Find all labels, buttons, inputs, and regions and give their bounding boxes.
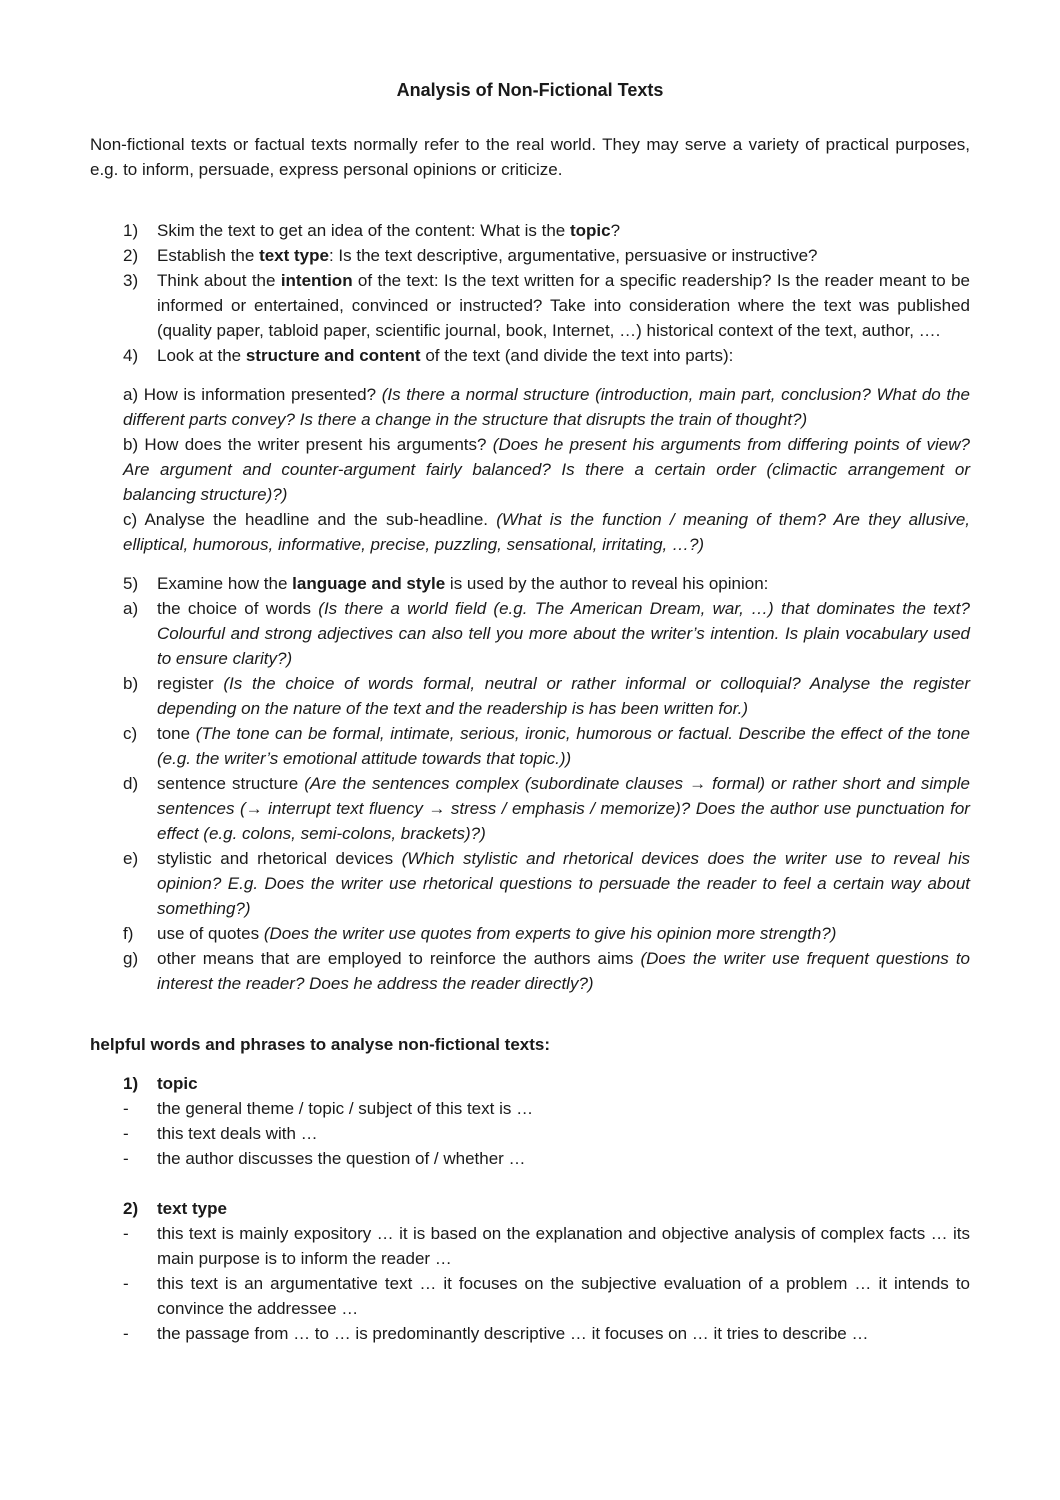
text-segment: ? [610,221,621,240]
block-text [157,243,970,268]
structure-note-b [123,432,970,507]
block-text [123,385,970,429]
text-segment: this text is an argumentative text … it focuses on the subjective evaluation of a problem … it intends to convince the addressee … [157,1274,970,1318]
text-segment: topic [157,1074,198,1093]
style-item-g-other-means [123,946,970,996]
text-segment: formal) or rather short and simple sentences ( [157,774,971,818]
list-marker: 2) [123,246,139,265]
style-item-f-quotes [123,921,970,946]
text-segment: b) How does the writer present his arguments? [123,435,493,454]
block-text [157,596,970,671]
text-segment: (Is there a normal structure (introduction, main part, conclusion? What do the different parts convey? Is there a change in the structure that disrupts the train of thought?) [123,385,970,429]
text-segment: interrupt text fluency [262,799,429,818]
list-marker: 4) [123,346,139,365]
text-segment: (Is the choice of words formal, neutral or rather informal or colloquial? Analyse the register depending on the nature of the text and the readership is has been written for.) [157,674,970,718]
text-segment: stylistic and rhetorical devices [157,849,402,868]
document-body [90,132,970,1346]
text-segment: topic [569,221,611,240]
block-text [90,135,970,179]
phrase-text-type-1 [123,1221,970,1271]
block-text [157,1221,970,1271]
block-text [157,1096,970,1121]
style-item-c-tone [123,721,970,771]
helpful-phrases-heading [90,1032,970,1057]
block-text [157,571,970,596]
block-text [157,1196,970,1221]
list-marker: 1) [123,1074,139,1093]
text-segment: of the text (and divide the text into parts): [420,346,734,365]
text-segment: this text deals with … [157,1124,318,1143]
text-segment: this text is mainly expository … it is based on the explanation and objective analysis of complex facts … its main purpose is to inform the reader … [157,1224,970,1268]
text-segment: (Is there a world field (e.g. The American Dream, war, …) that dominates the text? Colourful and strong adjectives can also tell you more about the writer’s intention. Is plain vocabulary used to ensure clarity?) [157,599,970,668]
list-marker: b) [123,674,139,693]
text-segment: Non-fictional texts or factual texts normally refer to the real world. They may serve a variety of practical purposes, e.g. to inform, persuade, express personal opinions or criticize. [90,135,970,179]
block-text [157,846,970,921]
list-marker: f) [123,924,134,943]
block-text [157,268,970,343]
text-segment: Establish the [157,246,260,265]
block-text [157,921,970,946]
list-marker: - [123,1099,129,1118]
list-marker: g) [123,949,139,968]
text-segment: → [245,799,263,818]
step-3-intention [123,268,970,343]
phrase-topic-3 [123,1146,970,1171]
step-5-language-style [123,571,970,596]
list-marker: - [123,1124,129,1143]
list-marker: - [123,1224,129,1243]
list-marker: 3) [123,271,139,290]
helpful-2-text-type-heading [123,1196,970,1221]
text-segment: (What is the function / meaning of them? Are they allusive, elliptical, humorous, informative, precise, puzzling, sensational, irritating, …?) [123,510,970,554]
intro-paragraph [90,132,970,182]
text-segment: tone [157,724,196,743]
list-marker: e) [123,849,139,868]
helpful-1-topic-heading [123,1071,970,1096]
list-marker: - [123,1149,129,1168]
block-text [157,1146,970,1171]
text-segment: → [428,799,446,818]
text-segment: (Does the writer use quotes from experts to give his opinion more strength?) [263,924,837,943]
text-segment: Skim the text to get an idea of the content: What is the [157,221,570,240]
list-marker: 1) [123,221,139,240]
phrase-topic-1 [123,1096,970,1121]
text-segment: (Are the sentences complex (subordinate clauses [304,774,690,793]
block-text [157,1121,970,1146]
block-text [157,1321,970,1346]
block-text [90,1035,550,1054]
phrase-topic-2 [123,1121,970,1146]
text-segment: register [157,674,224,693]
block-text [157,218,970,243]
block-text [157,1271,970,1321]
text-segment: (Does he present his arguments from differing points of view? Are argument and counter-argument fairly balanced? Is there a certain order (climactic arrangement or balancing structure)?) [123,435,970,504]
text-segment: stress / emphasis / memorize)? Does the author use punctuation for effect (e.g. colons, semi-colons, brackets)?) [157,799,970,843]
text-segment: helpful words and phrases to analyse non-fictional texts: [90,1035,551,1054]
text-segment: (The tone can be formal, intimate, serious, ironic, humorous or factual. Describe the effect of the tone (e.g. the writer’s emotional attitude towards that topic.)) [157,724,971,768]
text-segment: sentence structure [157,774,305,793]
structure-note-c [123,507,970,557]
text-segment: the author discusses the question of / whether … [157,1149,526,1168]
text-segment: other means that are employed to reinforce the authors aims [157,949,641,968]
text-segment: → [689,774,707,793]
style-item-d-sentence-structure [123,771,970,846]
style-item-b-register [123,671,970,721]
step-4-structure-content [123,343,970,368]
step-1-topic [123,218,970,243]
phrase-text-type-3 [123,1321,970,1346]
text-segment: a) How is information presented? [123,385,382,404]
document-title: Analysis of Non-Fictional Texts [396,80,664,100]
structure-note-a [123,382,970,432]
text-segment: the passage from … to … is predominantly descriptive … it focuses on … it tries to describe … [157,1324,869,1343]
text-segment: c) Analyse the headline and the sub-headline. [123,510,497,529]
text-segment: Examine how the [157,574,293,593]
text-segment: (Which stylistic and rhetorical devices does the writer use to reveal his opinion? E.g. Does the writer use rhetorical questions to persuade the reader to feel a certain way about something?) [157,849,970,918]
text-segment: Think about the [157,271,281,290]
text-segment: the choice of words [157,599,319,618]
text-segment: Look at the [157,346,246,365]
list-marker: 2) [123,1199,139,1218]
text-segment: (Does the writer use frequent questions to interest the reader? Does he address the reader directly?) [157,949,970,993]
block-text [157,946,970,996]
text-segment: the general theme / topic / subject of this text is … [157,1099,534,1118]
list-marker: d) [123,774,139,793]
block-text [157,343,970,368]
text-segment: intention [280,271,353,290]
text-segment: is used by the author to reveal his opinion: [445,574,769,593]
block-text [157,771,970,846]
text-segment: : Is the text descriptive, argumentative, persuasive or instructive? [328,246,818,265]
text-segment: text type [259,246,329,265]
list-marker: - [123,1274,129,1293]
text-segment: text type [157,1199,227,1218]
style-item-a-choice-of-words [123,596,970,671]
text-segment: use of quotes [157,924,264,943]
block-text [157,721,970,771]
list-marker: - [123,1324,129,1343]
phrase-text-type-2 [123,1271,970,1321]
text-segment: of the text: Is the text written for a specific readership? Is the reader meant to be informed or entertained, convinced or instructed? Take into consideration where the text was published (quality paper, tabloid paper, scientific journal, book, Internet, …) historical context of the text, author, …. [157,271,970,340]
block-text [157,1071,970,1096]
list-marker: a) [123,599,139,618]
block-text [123,510,970,554]
list-marker: c) [123,724,138,743]
text-segment: structure and content [245,346,421,365]
block-text [157,671,970,721]
step-2-text-type [123,243,970,268]
block-text [123,435,970,504]
list-marker: 5) [123,574,139,593]
style-item-e-stylistic-devices [123,846,970,921]
text-segment: language and style [292,574,446,593]
